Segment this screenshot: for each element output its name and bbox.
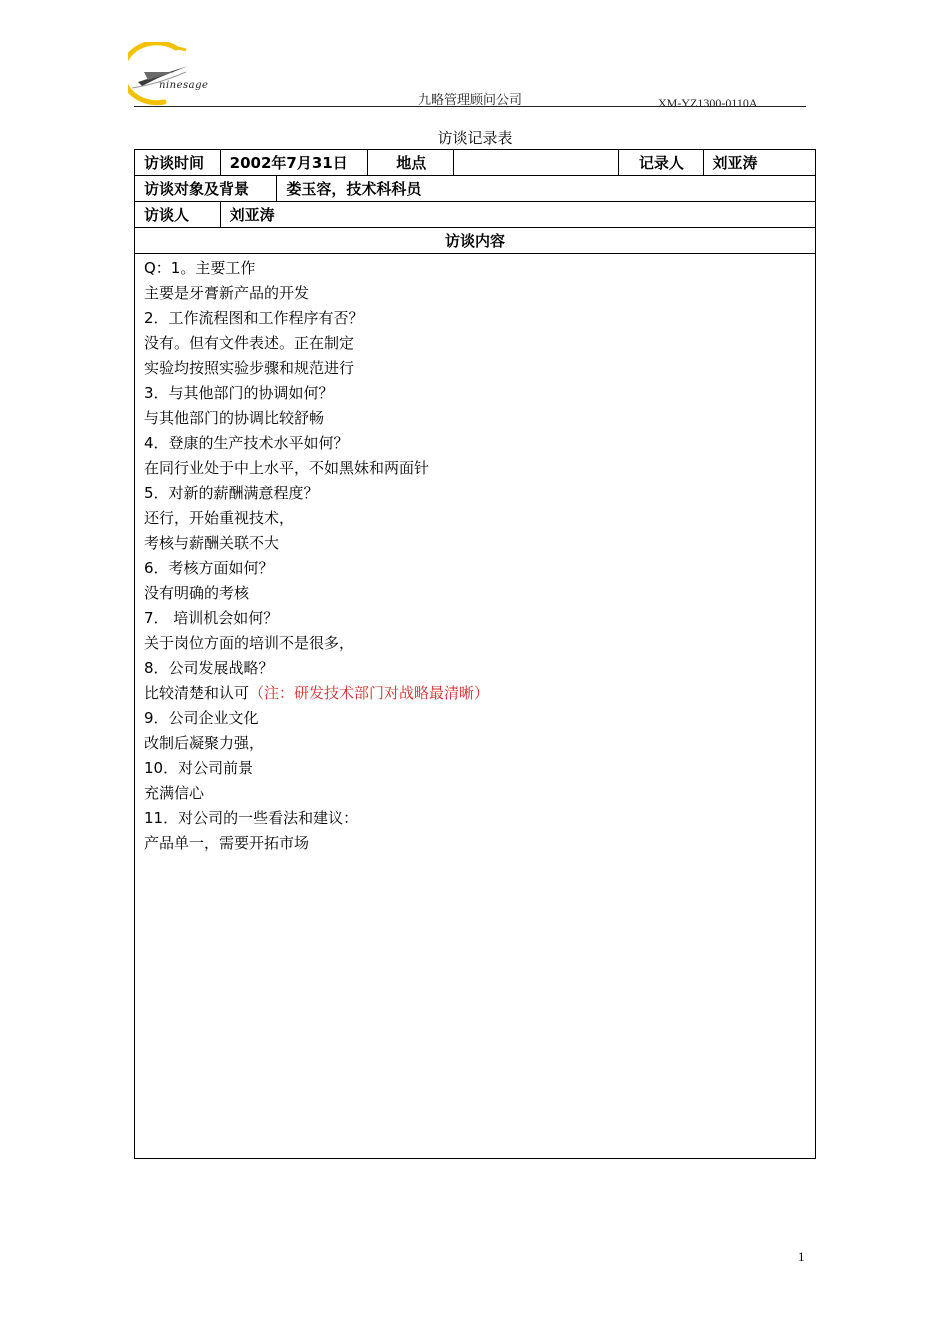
qa-line bbox=[144, 606, 806, 631]
qa-line bbox=[144, 356, 806, 381]
meta-row-interviewer bbox=[135, 202, 816, 228]
logo-wordmark: ninesage bbox=[159, 80, 209, 91]
qa-line bbox=[144, 256, 806, 281]
interview-content bbox=[135, 254, 816, 1159]
qa-text: 6．考核方面如何？ bbox=[144, 559, 274, 577]
qa-text: 与其他部门的协调比较舒畅 bbox=[144, 409, 325, 427]
qa-text: 考核与薪酬关联不大 bbox=[144, 534, 280, 552]
qa-text: 比较清楚和认可 bbox=[144, 684, 250, 702]
qa-line bbox=[144, 306, 806, 331]
qa-text: 在同行业处于中上水平，不如黑妹和两面针 bbox=[144, 459, 430, 477]
qa-line bbox=[144, 656, 806, 681]
qa-line bbox=[144, 456, 806, 481]
qa-line bbox=[144, 831, 806, 856]
qa-line bbox=[144, 806, 806, 831]
content-header-row bbox=[135, 228, 816, 254]
qa-text: 没有明确的考核 bbox=[144, 584, 250, 602]
place-label: 地点 bbox=[368, 150, 454, 176]
qa-line bbox=[144, 431, 806, 456]
qa-text: 还行，开始重视技术， bbox=[144, 509, 295, 527]
interview-time-value: 2002年7月31日 bbox=[220, 150, 368, 176]
meta-row-time bbox=[135, 150, 816, 176]
subject-value: 娄玉容，技术科科员 bbox=[277, 176, 816, 202]
qa-text: 实验均按照实验步骤和规范进行 bbox=[144, 359, 355, 377]
qa-line bbox=[144, 681, 806, 706]
recorder-label: 记录人 bbox=[618, 150, 703, 176]
qa-text: 3．与其他部门的协调如何？ bbox=[144, 384, 334, 402]
qa-text: 没有。但有文件表述。正在制定 bbox=[144, 334, 355, 352]
qa-line bbox=[144, 481, 806, 506]
qa-text: 主要是牙膏新产品的开发 bbox=[144, 284, 310, 302]
interview-time-label: 访谈时间 bbox=[135, 150, 221, 176]
qa-line bbox=[144, 581, 806, 606]
qa-line bbox=[144, 331, 806, 356]
qa-line bbox=[144, 406, 806, 431]
header-divider bbox=[134, 106, 806, 107]
qa-line bbox=[144, 531, 806, 556]
qa-line bbox=[144, 556, 806, 581]
qa-text: 5．对新的薪酬满意程度？ bbox=[144, 484, 319, 502]
qa-text: 充满信心 bbox=[144, 784, 205, 802]
qa-line bbox=[144, 756, 806, 781]
qa-text: 8．公司发展战略？ bbox=[144, 659, 274, 677]
qa-text: 产品单一，需要开拓市场 bbox=[144, 834, 310, 852]
qa-text: 4．登康的生产技术水平如何？ bbox=[144, 434, 349, 452]
qa-note: （注：研发技术部门对战略最清晰） bbox=[249, 684, 490, 702]
recorder-value: 刘亚涛 bbox=[703, 150, 816, 176]
qa-list bbox=[144, 256, 806, 856]
qa-line bbox=[144, 781, 806, 806]
qa-line bbox=[144, 506, 806, 531]
qa-text: 2．工作流程图和工作程序有否？ bbox=[144, 309, 364, 327]
subject-label: 访谈对象及背景 bbox=[135, 176, 277, 202]
qa-text: 11．对公司的一些看法和建议： bbox=[144, 809, 359, 827]
qa-line bbox=[144, 281, 806, 306]
qa-text: 7． 培训机会如何？ bbox=[144, 609, 279, 627]
qa-text: 改制后凝聚力强， bbox=[144, 734, 265, 752]
form-title: 访谈记录表 bbox=[437, 129, 513, 147]
qa-text: 10．对公司前景 bbox=[144, 759, 254, 777]
qa-line bbox=[144, 381, 806, 406]
qa-line bbox=[144, 731, 806, 756]
content-header: 访谈内容 bbox=[135, 228, 816, 254]
qa-line bbox=[144, 631, 806, 656]
qa-text: 关于岗位方面的培训不是很多， bbox=[144, 634, 355, 652]
interviewer-value: 刘亚涛 bbox=[220, 202, 815, 228]
content-row bbox=[135, 254, 816, 1159]
page-number: 1 bbox=[798, 1249, 805, 1264]
document-code: XM-YZ1300-0110A bbox=[658, 96, 758, 107]
company-name: 九略管理顾问公司 bbox=[418, 93, 523, 108]
ninesage-logo bbox=[128, 42, 228, 110]
interview-record-table bbox=[134, 149, 816, 1159]
qa-text: 9．公司企业文化 bbox=[144, 709, 259, 727]
qa-text: Q：1。主要工作 bbox=[144, 259, 256, 277]
interviewer-label: 访谈人 bbox=[135, 202, 221, 228]
qa-line bbox=[144, 706, 806, 731]
meta-row-subject bbox=[135, 176, 816, 202]
place-value bbox=[453, 150, 618, 176]
